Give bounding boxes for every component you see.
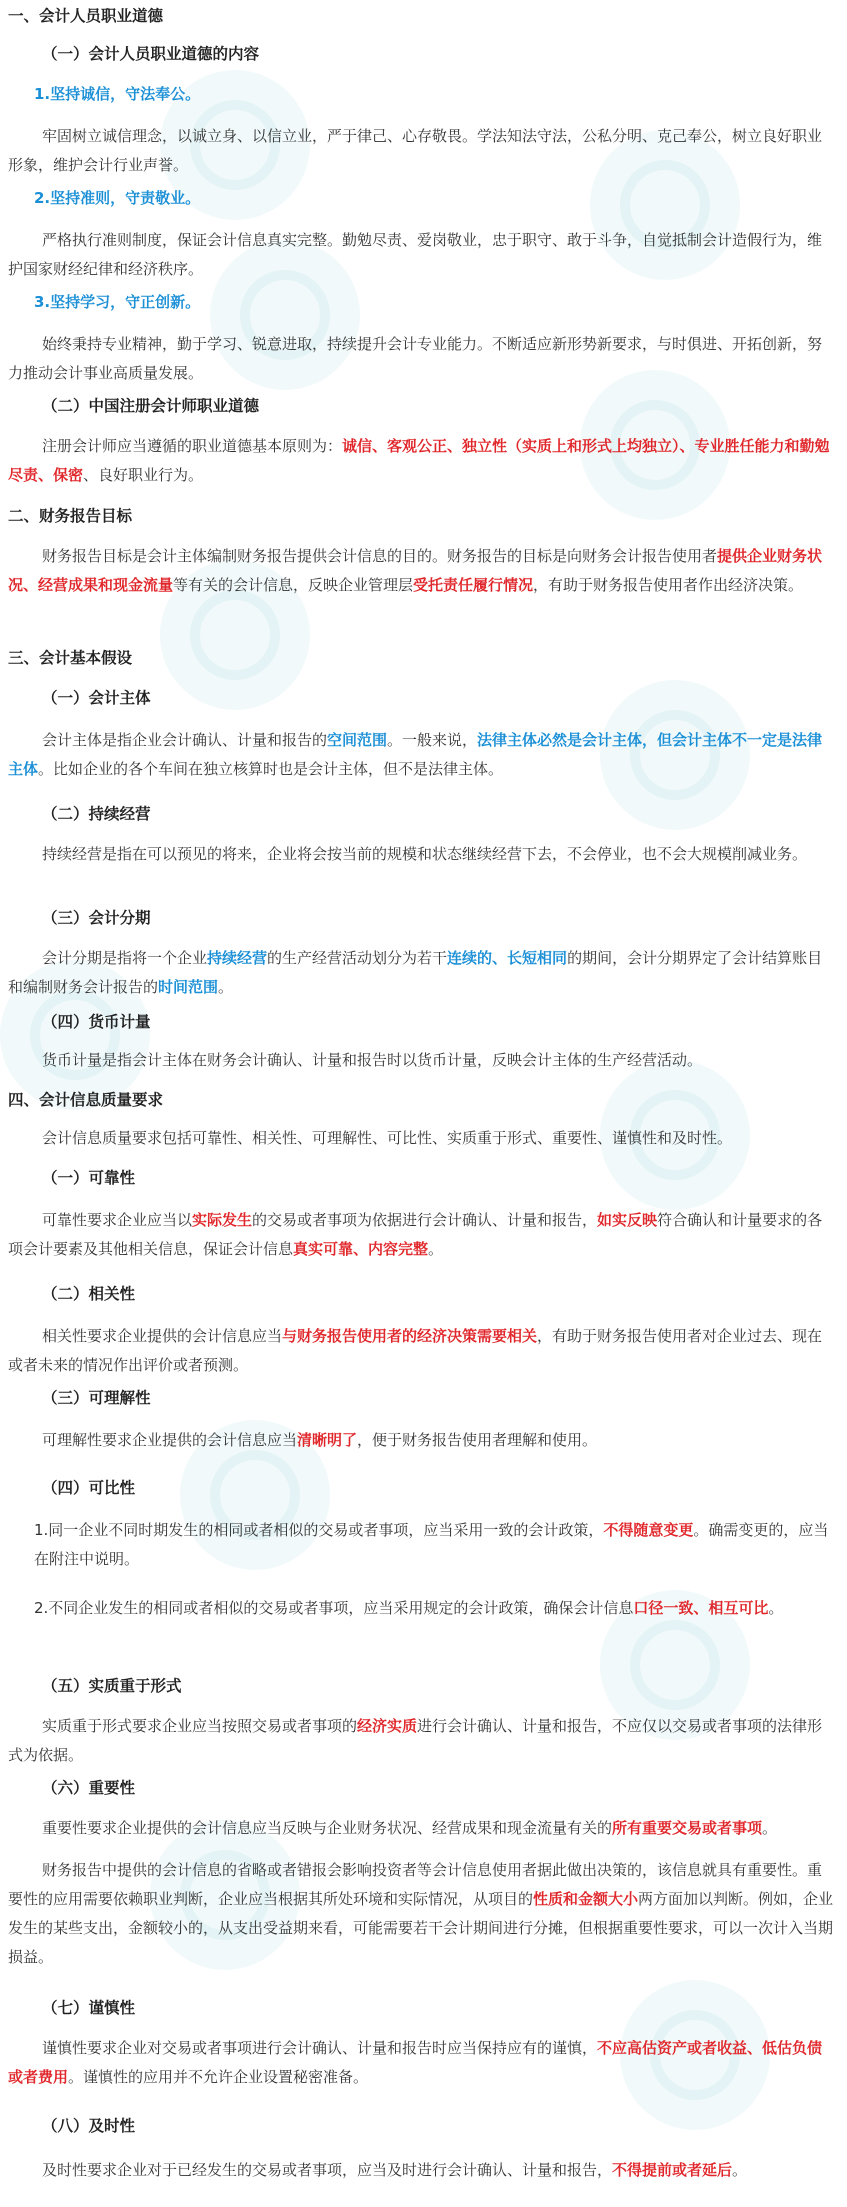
subsection-title: （二）相关性 [42,1285,136,1303]
numbered-heading: 2.坚持准则，守责敬业。 [34,189,201,207]
section-title: 二、财务报告目标 [8,507,133,525]
subsection-title: （五）实质重于形式 [42,1677,182,1695]
subsection-title: （四）货币计量 [42,1013,151,1031]
section-title: 四、会计信息质量要求 [8,1091,164,1109]
paragraph: 注册会计师应当遵循的职业道德基本原则为：诚信、客观公正、独立性（实质上和形式上均独立）、专业胜任能力和勤勉尽责、保密、良好职业行为。 [8,437,830,484]
subsection-title: （三）可理解性 [42,1389,151,1407]
paragraph: 可理解性要求企业提供的会计信息应当清晰明了，便于财务报告使用者理解和使用。 [42,1431,598,1449]
section-title: 三、会计基本假设 [8,649,133,667]
paragraph: 财务报告中提供的会计信息的省略或者错报会影响投资者等会计信息使用者据此做出决策的，该信息就具有重要性。重要性的应用需要依赖职业判断，企业应当根据其所处环境和实际情况，从项目的性质和金额大小两方面加以判断。例如，企业发生的某些支出，金额较小的，从支出受益期来看，可能需要若干会计期间进行分摊，但根据重要性要求，可以一次计入当期损益。 [8,1861,834,1966]
subsection-title: （三）会计分期 [42,909,151,927]
subsection-title: （二）中国注册会计师职业道德 [42,397,260,415]
subsection-title: （一）可靠性 [42,1169,136,1187]
numbered-paragraph: 1.同一企业不同时期发生的相同或者相似的交易或者事项，应当采用一致的会计政策，不得随意变更。确需变更的，应当在附注中说明。 [34,1521,829,1568]
numbered-heading: 3.坚持学习，守正创新。 [34,293,201,311]
paragraph: 牢固树立诚信理念，以诚立身、以信立业，严于律己、心存敬畏。学法知法守法，公私分明、克己奉公，树立良好职业形象，维护会计行业声誉。 [8,127,823,174]
paragraph: 财务报告目标是会计主体编制财务报告提供会计信息的目的。财务报告的目标是向财务会计报告使用者提供企业财务状况、经营成果和现金流量等有关的会计信息，反映企业管理层受托责任履行情况，有助于财务报告使用者作出经济决策。 [8,547,823,594]
paragraph: 货币计量是指会计主体在财务会计确认、计量和报告时以货币计量，反映会计主体的生产经营活动。 [42,1051,703,1069]
numbered-heading: 1.坚持诚信，守法奉公。 [34,85,201,103]
section-title: 一、会计人员职业道德 [8,7,164,25]
subsection-title: （四）可比性 [42,1479,136,1497]
paragraph: 重要性要求企业提供的会计信息应当反映与企业财务状况、经营成果和现金流量有关的所有重要交易或者事项。 [42,1819,778,1837]
paragraph: 持续经营是指在可以预见的将来，企业将会按当前的规模和状态继续经营下去，不会停业，也不会大规模削减业务。 [42,845,808,863]
subsection-title: （一）会计主体 [42,689,151,707]
paragraph: 相关性要求企业提供的会计信息应当与财务报告使用者的经济决策需要相关，有助于财务报告使用者对企业过去、现在或者未来的情况作出评价或者预测。 [8,1327,823,1374]
subsection-title: （六）重要性 [42,1779,136,1797]
paragraph: 及时性要求企业对于已经发生的交易或者事项，应当及时进行会计确认、计量和报告，不得提前或者延后。 [42,2161,748,2179]
numbered-paragraph: 2.不同企业发生的相同或者相似的交易或者事项，应当采用规定的会计政策，确保会计信息口径一致、相互可比。 [34,1599,784,1617]
subsection-title: （七）谨慎性 [42,1999,136,2017]
paragraph: 会计信息质量要求包括可靠性、相关性、可理解性、可比性、实质重于形式、重要性、谨慎性和及时性。 [42,1129,733,1147]
paragraph: 实质重于形式要求企业应当按照交易或者事项的经济实质进行会计确认、计量和报告，不应仅以交易或者事项的法律形式为依据。 [8,1717,823,1764]
paragraph: 会计主体是指企业会计确认、计量和报告的空间范围。一般来说，法律主体必然是会计主体，但会计主体不一定是法律主体。比如企业的各个车间在独立核算时也是会计主体，但不是法律主体。 [8,731,823,778]
subsection-title: （八）及时性 [42,2117,136,2135]
paragraph: 会计分期是指将一个企业持续经营的生产经营活动划分为若干连续的、长短相同的期间，会计分期界定了会计结算账目和编制财务会计报告的时间范围。 [8,949,823,996]
paragraph: 谨慎性要求企业对交易或者事项进行会计确认、计量和报告时应当保持应有的谨慎，不应高估资产或者收益、低估负债或者费用。谨慎性的应用并不允许企业设置秘密准备。 [8,2039,823,2086]
paragraph: 可靠性要求企业应当以实际发生的交易或者事项为依据进行会计确认、计量和报告，如实反映符合确认和计量要求的各项会计要素及其他相关信息，保证会计信息真实可靠、内容完整。 [8,1211,823,1258]
paragraph: 始终秉持专业精神，勤于学习、锐意进取，持续提升会计专业能力。不断适应新形势新要求，与时俱进、开拓创新，努力推动会计事业高质量发展。 [8,335,823,382]
paragraph: 严格执行准则制度，保证会计信息真实完整。勤勉尽责、爱岗敬业，忠于职守、敢于斗争，自觉抵制会计造假行为，维护国家财经纪律和经济秩序。 [8,231,823,278]
subsection-title: （二）持续经营 [42,805,151,823]
subsection-title: （一）会计人员职业道德的内容 [42,45,260,63]
